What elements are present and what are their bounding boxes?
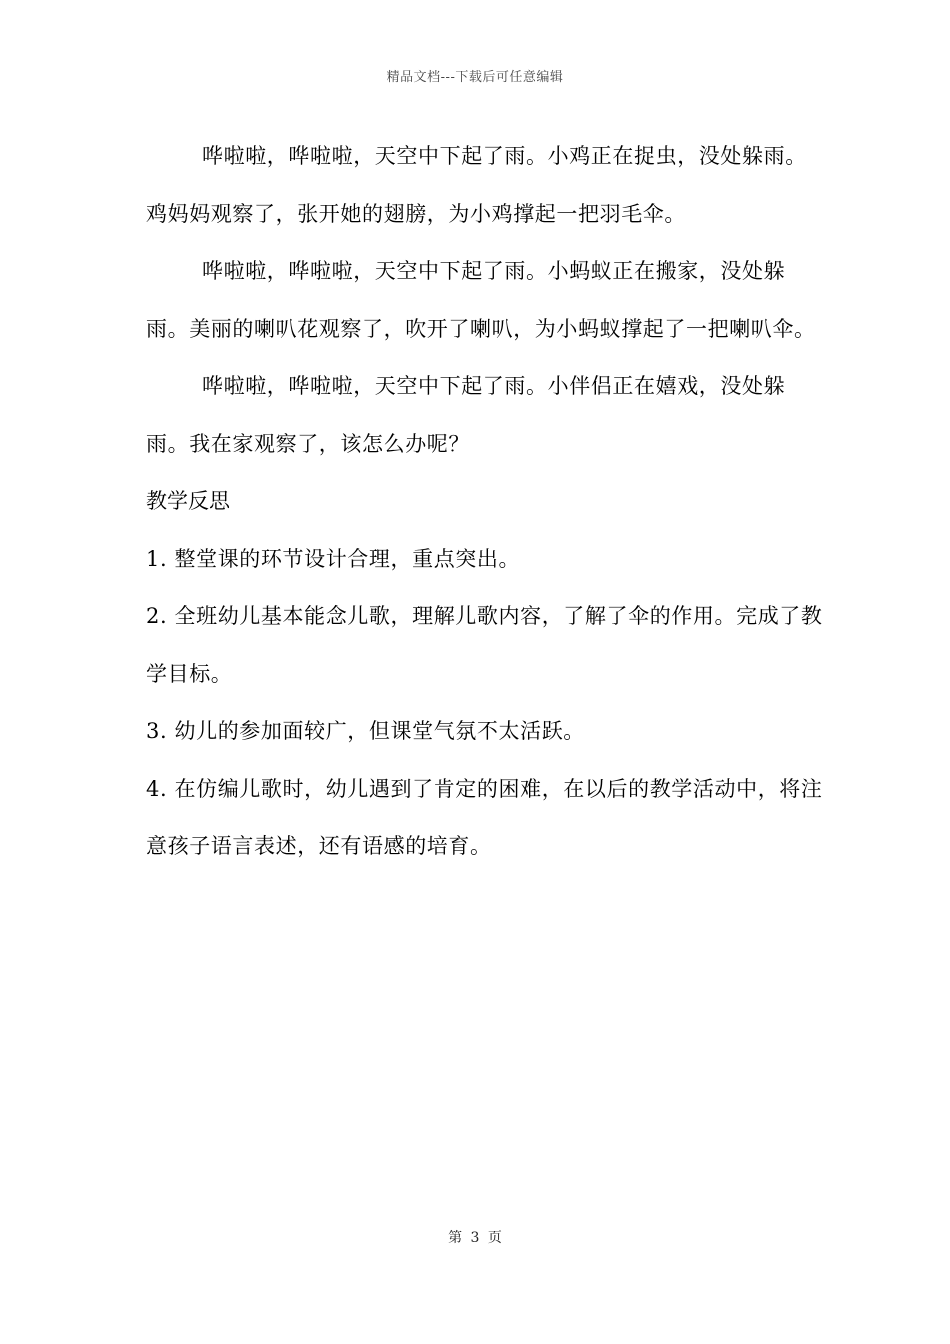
reflection-item-2: 2. 全班幼儿基本能念儿歌，理解儿歌内容，了解了伞的作用。完成了教学目标。 xyxy=(146,604,823,686)
page-number: 第 3 页 xyxy=(448,1230,502,1246)
reflection-item-4: 4. 在仿编儿歌时，幼儿遇到了肯定的困难，在以后的教学活动中，将注意孩子语言表述，还有语感的培育。 xyxy=(146,776,823,858)
document-body xyxy=(146,128,826,876)
section-title-reflection: 教学反思 xyxy=(146,489,230,513)
page-header: 精品文档---下载后可任意编辑 xyxy=(386,70,564,85)
reflection-item-3: 3. 幼儿的参加面较广，但课堂气氛不太活跃。 xyxy=(146,719,585,743)
story-paragraph-friends: 哗啦啦，哗啦啦，天空中下起了雨。小伴侣正在嬉戏，没处躲雨。我在家观察了，该怎么办呢？ xyxy=(146,374,786,456)
story-paragraph-ant: 哗啦啦，哗啦啦，天空中下起了雨。小蚂蚁正在搬家，没处躲雨。美丽的喇叭花观察了，吹开了喇叭，为小蚂蚁撑起了一把喇叭伞。 xyxy=(146,259,816,341)
story-paragraph-chick: 哗啦啦，哗啦啦，天空中下起了雨。小鸡正在捉虫，没处躲雨。鸡妈妈观察了，张开她的翅膀，为小鸡撑起一把羽毛伞。 xyxy=(146,144,807,226)
reflection-item-1: 1. 整堂课的环节设计合理，重点突出。 xyxy=(146,546,521,571)
